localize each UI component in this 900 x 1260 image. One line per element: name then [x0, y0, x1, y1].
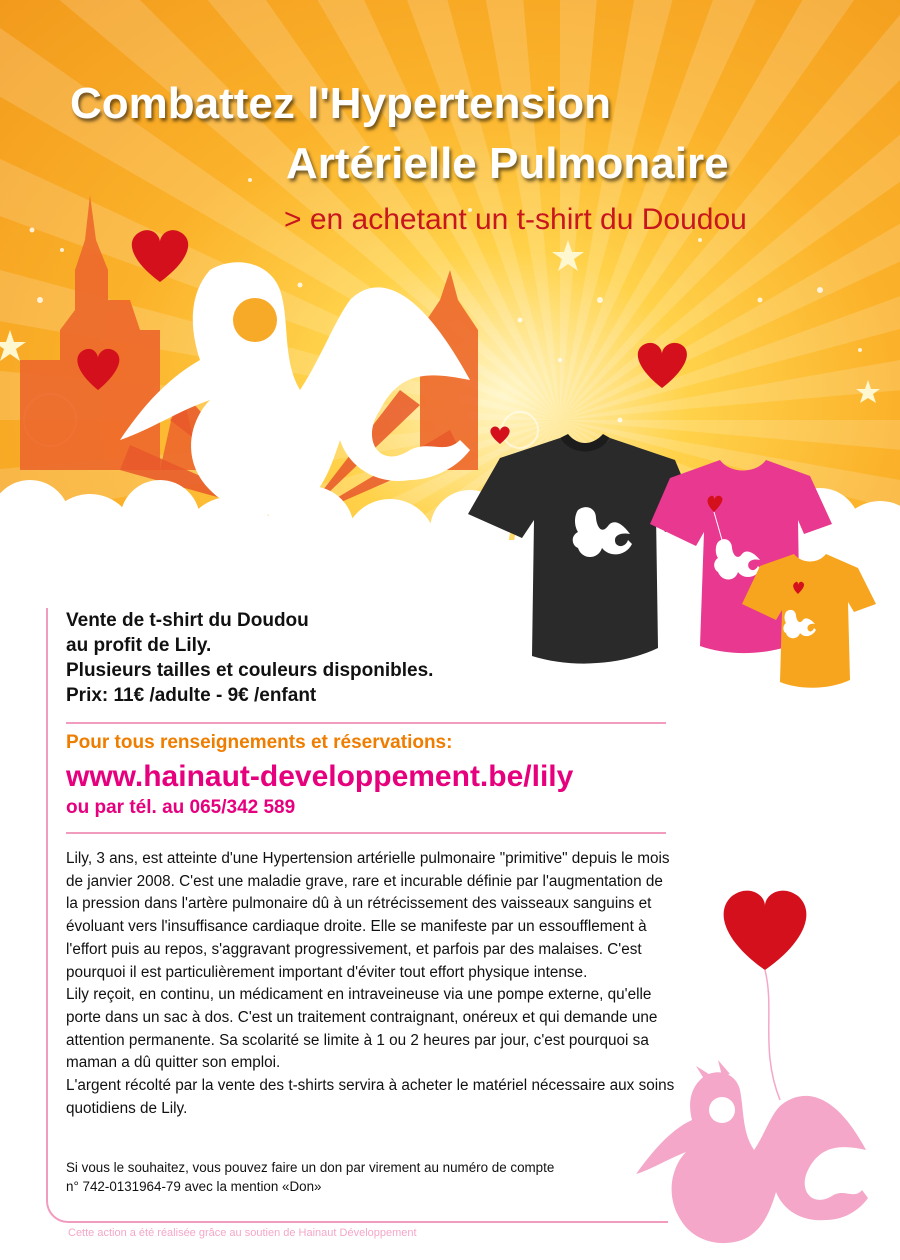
story-paragraph-3: L'argent récolté par la vente des t-shirts servira à acheter le matériel nécessaire aux soins quotidiens de Lily.: [66, 1077, 675, 1117]
subtitle: > en achetant un t-shirt du Doudou: [284, 203, 747, 236]
contact-label: Pour tous renseignements et réservations:: [66, 732, 453, 753]
story-paragraph-2: Lily reçoit, en continu, un médicament en intraveineuse via une pompe externe, qu'elle porte dans un sac à dos. C'est un traitement contraignant, onéreux et qui demande une attention permanente. Sa scolarité se limite à 1 ou 2 heures par jour, c'est pourquoi sa maman a dû quitter son emploi.: [66, 986, 658, 1072]
donation-info: [66, 1158, 646, 1196]
star-icon: [0, 330, 26, 361]
title-line-2: Artérielle Pulmonaire: [286, 139, 729, 188]
sale-line-3: Plusieurs tailles et couleurs disponibles.: [66, 660, 434, 681]
phone-number: ou par tél. au 065/342 589: [66, 797, 296, 818]
story-paragraph-1: Lily, 3 ans, est atteinte d'une Hypertension artérielle pulmonaire "primitive" depuis le mois de janvier 2008. C'est une maladie grave, rare et incurable définie par l'augmentation de la pression dans l'artère pulmonaire dû à un rétrécissement des vaisseaux sanguins et évoluant vers l'insuffisance cardiaque droite. Elle se manifeste par un essoufflement à l'effort puis au repos, s'aggravant progressivement, et parfois par des malaises. C'est pourquoi il est particulièrement important d'éviter tout effort physique intense.: [66, 850, 670, 981]
donation-line-2: n° 742-0131964-79 avec la mention «Don»: [66, 1179, 322, 1194]
website-link[interactable]: www.hainaut-developpement.be/lily: [66, 760, 574, 793]
story-text: [66, 848, 676, 1120]
sale-line-4: Prix: 11€ /adulte - 9€ /enfant: [66, 685, 317, 706]
divider-top: [66, 722, 666, 724]
sale-line-1: Vente de t-shirt du Doudou: [66, 610, 309, 631]
sale-info: [66, 608, 433, 708]
footer-credit: Cette action a été réalisée grâce au soutien de Hainaut Développement: [68, 1227, 417, 1239]
divider-bottom: [66, 832, 666, 834]
heart-balloon-icon: [724, 891, 807, 970]
title-line-1: Combattez l'Hypertension: [70, 79, 611, 128]
pink-dragon-illustration: [630, 870, 890, 1250]
donation-line-1: Si vous le souhaitez, vous pouvez faire un don par virement au numéro de compte: [66, 1160, 555, 1175]
sale-line-2: au profit de Lily.: [66, 635, 212, 656]
